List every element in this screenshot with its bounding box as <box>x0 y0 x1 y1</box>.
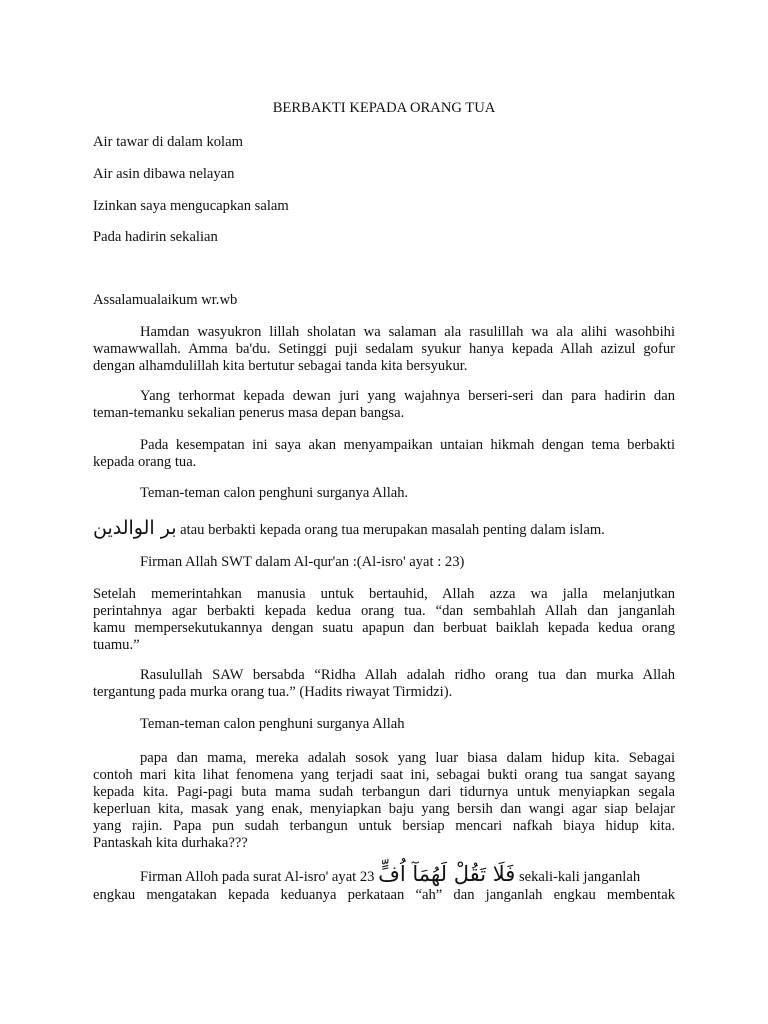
paragraph-line: wamawwallah. Amma ba'du. Setinggi puji sedalam syukur hanya kepada Allah azizul gofur <box>93 341 675 357</box>
paragraph-line: tergantung pada murka orang tua.” (Hadits riwayat Tirmidzi). <box>93 684 453 700</box>
paragraph-line: Hamdan wasyukron lillah sholatan wa salaman ala rasulillah wa ala alihi wasohbihi <box>140 324 675 340</box>
verse-lead: Firman Alloh pada surat Al-isro' ayat 23 <box>140 869 379 885</box>
paragraph-line: keperluan kita, masak yang enak, menyiapkan baju yang bersih dan wangi agar siap belajar <box>93 801 675 817</box>
paragraph-line: kamu mempersekutukannya dengan suatu apapun dan berbuat baiklah kepada kedua orang <box>93 620 675 636</box>
paragraph-line: kepada kita. Pagi-pagi buta mama sudah terbangun dari tidurnya untuk menyiapkan segala <box>93 784 675 800</box>
pantun-line: Pada hadirin sekalian <box>93 229 218 245</box>
paragraph-line: Firman Allah SWT dalam Al-qur'an :(Al-isro' ayat : 23) <box>140 554 465 570</box>
paragraph-line: dengan alhamdulillah kita bertutur sebagai tanda kita bersyukur. <box>93 358 468 374</box>
paragraph-line: papa dan mama, mereka adalah sosok yang luar biasa dalam hidup kita. Sebagai <box>140 750 675 766</box>
paragraph-line-arabic <box>140 862 675 886</box>
greeting: Assalamualaikum wr.wb <box>93 292 238 308</box>
arabic-phrase: بر الوالدين <box>93 517 177 539</box>
paragraph-line: Rasulullah SAW bersabda “Ridha Allah adalah ridho orang tua dan murka Allah <box>140 667 675 683</box>
paragraph-line: Teman-teman calon penghuni surganya Allah. <box>140 485 409 501</box>
paragraph-line-arabic <box>93 517 675 539</box>
paragraph-line: Setelah memerintahkan manusia untuk bertauhid, Allah azza wa jalla melanjutkan <box>93 586 675 602</box>
paragraph-line: Pada kesempatan ini saya akan menyampaikan untaian hikmah dengan tema berbakti <box>140 437 675 453</box>
paragraph-line: engkau mengatakan kepada keduanya perkataan “ah” dan janganlah engkau membentak <box>93 887 675 903</box>
paragraph-line: Pantaskah kita durhaka??? <box>93 835 248 851</box>
paragraph-line: yang rajin. Papa pun sudah terbangun untuk bersiap mencari nafkah biaya hidup kita. <box>93 818 675 834</box>
pantun-line: Air asin dibawa nelayan <box>93 166 235 182</box>
paragraph-line: contoh mari kita lihat fenomena yang terjadi saat ini, sebagai bukti orang tua sangat sayang <box>93 767 675 783</box>
paragraph-line: Yang terhormat kepada dewan juri yang wajahnya berseri-seri dan para hadirin dan <box>140 388 675 404</box>
arabic-verse: فَلَا تَقُلْ لَهُمَآ اُفٍّ <box>378 862 516 886</box>
paragraph-line: tuamu.” <box>93 637 140 653</box>
document-title: BERBAKTI KEPADA ORANG TUA <box>272 100 496 116</box>
verse-gloss: sekali-kali janganlah <box>515 869 641 885</box>
arabic-phrase-gloss: atau berbakti kepada orang tua merupakan masalah penting dalam islam. <box>176 522 605 538</box>
paragraph-line: kepada orang tua. <box>93 454 197 470</box>
paragraph-line: Teman-teman calon penghuni surganya Allah <box>140 716 405 732</box>
pantun-line: Izinkan saya mengucapkan salam <box>93 198 289 214</box>
paragraph-line: teman-temanku sekalian penerus masa depan bangsa. <box>93 405 405 421</box>
pantun-line: Air tawar di dalam kolam <box>93 134 243 150</box>
paragraph-line: perintahnya agar berbakti kepada kedua orang tua. “dan sembahlah Allah dan janganlah <box>93 603 675 619</box>
